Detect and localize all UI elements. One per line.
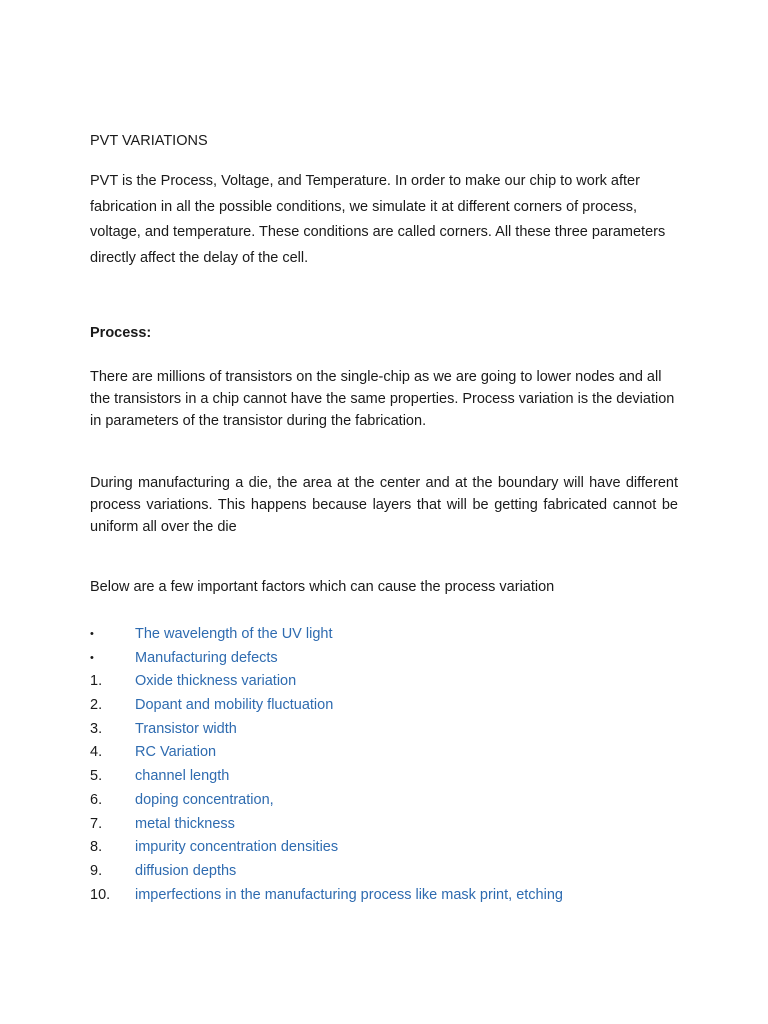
process-paragraph-1: There are millions of transistors on the single-chip as we are going to lower nodes and all the transistors in a chip cannot have the same properties. Process variation is the deviation in parameters of the transistor during the fabrication. <box>90 369 675 429</box>
list-item <box>90 718 678 742</box>
factor-link[interactable]: imperfections in the manufacturing process like mask print, etching <box>135 886 563 903</box>
bullet-marker: • <box>90 628 94 640</box>
list-item <box>90 765 678 789</box>
number-marker: 2. <box>90 697 103 714</box>
document-title: PVT VARIATIONS <box>90 133 208 149</box>
list-item <box>90 741 678 765</box>
list-item <box>90 623 678 647</box>
number-marker: 9. <box>90 862 103 879</box>
factor-link[interactable]: The wavelength of the UV light <box>135 626 333 642</box>
number-marker: 6. <box>90 791 103 808</box>
number-marker: 4. <box>90 744 103 761</box>
number-marker: 5. <box>90 768 103 785</box>
factor-link[interactable]: doping concentration, <box>135 791 274 808</box>
factor-link[interactable]: impurity concentration densities <box>135 839 339 856</box>
factor-link[interactable]: metal thickness <box>135 815 235 832</box>
factors-list <box>90 623 678 907</box>
list-item <box>90 860 678 884</box>
process-heading: Process: <box>90 325 152 341</box>
factors-intro: Below are a few important factors which can cause the process variation <box>90 579 555 595</box>
list-item <box>90 884 678 908</box>
intro-paragraph: PVT is the Process, Voltage, and Temperature. In order to make our chip to work after fabrication in all the possible conditions, we simulate it at different corners of process, voltage, and temperature. These conditions are called corners. All these three parameters directly affect the delay of the cell. <box>90 173 666 266</box>
list-item <box>90 789 678 813</box>
list-item <box>90 813 678 837</box>
number-marker: 3. <box>90 720 103 737</box>
number-marker: 10. <box>90 886 111 903</box>
process-paragraph-2: During manufacturing a die, the area at the center and at the boundary will have different process variations. This happens because layers that will be getting fabricated cannot be uniform all over the die <box>90 475 678 535</box>
list-item <box>90 836 678 860</box>
list-item <box>90 694 678 718</box>
factor-link[interactable]: Manufacturing defects <box>135 649 278 666</box>
number-marker: 1. <box>90 673 103 690</box>
list-item <box>90 647 678 671</box>
list-item <box>90 670 678 694</box>
factor-link[interactable]: RC Variation <box>135 744 217 761</box>
factor-link[interactable]: channel length <box>135 768 230 785</box>
bullet-marker: • <box>90 651 94 664</box>
number-marker: 8. <box>90 839 103 856</box>
factor-link[interactable]: Oxide thickness variation <box>135 673 297 690</box>
factor-link[interactable]: Dopant and mobility fluctuation <box>135 697 334 714</box>
number-marker: 7. <box>90 815 103 832</box>
factor-link[interactable]: Transistor width <box>135 720 237 737</box>
factor-link[interactable]: diffusion depths <box>135 862 237 879</box>
